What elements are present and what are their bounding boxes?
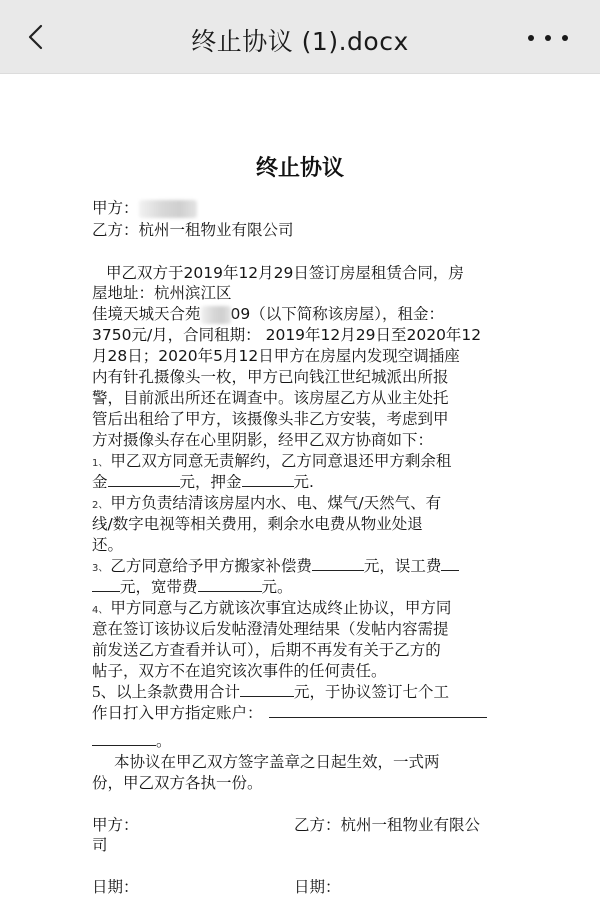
clause-number: 3、 <box>92 563 109 574</box>
clause-4-line-4: 帖子，双方不在追究该次事件的任何责任。 <box>92 662 387 680</box>
party-a-label: 甲方： <box>92 199 139 217</box>
clause-text: 作日打入甲方指定账户： <box>92 704 263 722</box>
body-line-8: 管后出租给了甲方，该摄像头非乙方安装，考虑到甲 <box>92 410 449 428</box>
signature-party-b-wrap: 司 <box>92 836 108 854</box>
clause-text: 甲方同意与乙方就该次事宜达成终止协议，甲方同 <box>110 599 452 617</box>
clause-text: 元. <box>293 473 314 491</box>
blank-lost-wages-cont <box>92 578 120 592</box>
clause-text: 、以上条款费用合计 <box>100 683 241 701</box>
body-line-2: 屋地址：杭州滨江区 <box>92 284 232 302</box>
clause-2-line-3: 还。 <box>92 536 124 554</box>
clause-number: 2、 <box>92 500 109 511</box>
clause-text: 。 <box>156 732 172 750</box>
blank-lost-wages <box>441 557 459 571</box>
blank-total-amount <box>240 683 294 697</box>
blank-remaining-rent <box>108 473 180 487</box>
redacted-address-number <box>201 306 231 324</box>
ellipsis-icon <box>545 35 551 41</box>
file-title: 终止协议 (1).docx <box>191 27 409 56</box>
ellipsis-icon <box>528 35 534 41</box>
signature-party-b: 乙方：杭州一租物业有限公 <box>294 816 481 834</box>
clause-4-line-2: 意在签订该协议后发帖澄清处理结果（发帖内容需提 <box>92 620 449 638</box>
clause-3-line-2 <box>92 577 293 597</box>
body-line-5: 月28日；2020年5月12日甲方在房屋内发现空调插座 <box>92 347 460 365</box>
clause-5-line-3 <box>92 731 172 751</box>
clause-text: 元，押金 <box>179 473 242 491</box>
clause-number: 5 <box>92 682 101 701</box>
body-line-9: 方对摄像头存在心里阴影，经甲乙双方协商如下： <box>92 431 434 449</box>
date-party-a: 日期： <box>92 878 139 896</box>
clause-text: 乙方同意给予甲方搬家补偿费 <box>110 557 312 575</box>
address-text-cont: 09（以下简称该房屋），租金： <box>230 305 444 323</box>
clause-text: 元，误工费 <box>363 557 442 575</box>
clause-text: 元。 <box>261 578 293 596</box>
party-b-line <box>92 220 294 240</box>
clause-2-line-1 <box>92 493 441 516</box>
clause-1-line-2 <box>92 472 314 492</box>
body-line-6: 内有针孔摄像头一枚，甲方已向钱江世纪城派出所报 <box>92 368 449 386</box>
clause-5-line-1 <box>92 682 449 702</box>
closing-line-1: 本协议在甲乙双方签字盖章之日起生效，一式两 <box>114 753 440 771</box>
clause-text: 元，宽带费 <box>120 578 198 596</box>
closing-line-2: 份，甲乙双方各执一份。 <box>92 774 263 792</box>
body-line-7: 警，目前派出所还在调查中。该房屋乙方从业主处托 <box>92 389 449 407</box>
signature-party-a: 甲方： <box>92 816 139 834</box>
blank-deposit <box>242 473 294 487</box>
clause-number: 1、 <box>92 458 109 469</box>
clause-4-line-1 <box>92 598 451 621</box>
clause-text: 甲乙双方同意无责解约，乙方同意退还甲方剩余租 <box>110 452 452 470</box>
clause-number: 4、 <box>92 605 109 616</box>
blank-broadband-fee <box>198 578 262 592</box>
party-b-label: 乙方： <box>92 221 139 239</box>
address-text: 佳境天城天合苑 <box>92 305 201 323</box>
body-line-1: 甲乙双方于2019年12月29日签订房屋租赁合同，房 <box>106 264 464 282</box>
clause-4-line-3: 前发送乙方查看并认可），后期不再发有关于乙方的 <box>92 641 441 659</box>
party-a-line <box>92 198 197 218</box>
more-options-button[interactable] <box>528 28 568 48</box>
body-line-3 <box>92 304 444 324</box>
party-b-name: 杭州一租物业有限公司 <box>138 221 294 239</box>
clause-text: 元，于协议签订七个工 <box>294 683 450 701</box>
clause-2-line-2: 线/数字电视等相关费用，剩余水电费从物业处退 <box>92 515 423 533</box>
top-navigation-bar <box>0 0 600 74</box>
blank-moving-compensation <box>312 557 364 571</box>
date-party-b: 日期： <box>294 878 341 896</box>
clause-text: 金 <box>92 473 108 491</box>
document-title: 终止协议 <box>255 156 344 181</box>
clause-3-line-1 <box>92 556 459 579</box>
clause-1-line-1 <box>92 451 451 474</box>
clause-5-line-2 <box>92 703 487 723</box>
redacted-party-a-name <box>139 200 197 218</box>
document-viewer[interactable] <box>0 75 600 924</box>
clause-text: 甲方负责结清该房屋内水、电、煤气/天然气、有 <box>110 494 442 512</box>
ellipsis-icon <box>562 35 568 41</box>
blank-account-cont <box>92 732 156 746</box>
blank-account <box>269 704 487 718</box>
body-line-4: 3750元/月，合同租期： 2019年12月29日至2020年12 <box>92 326 482 344</box>
